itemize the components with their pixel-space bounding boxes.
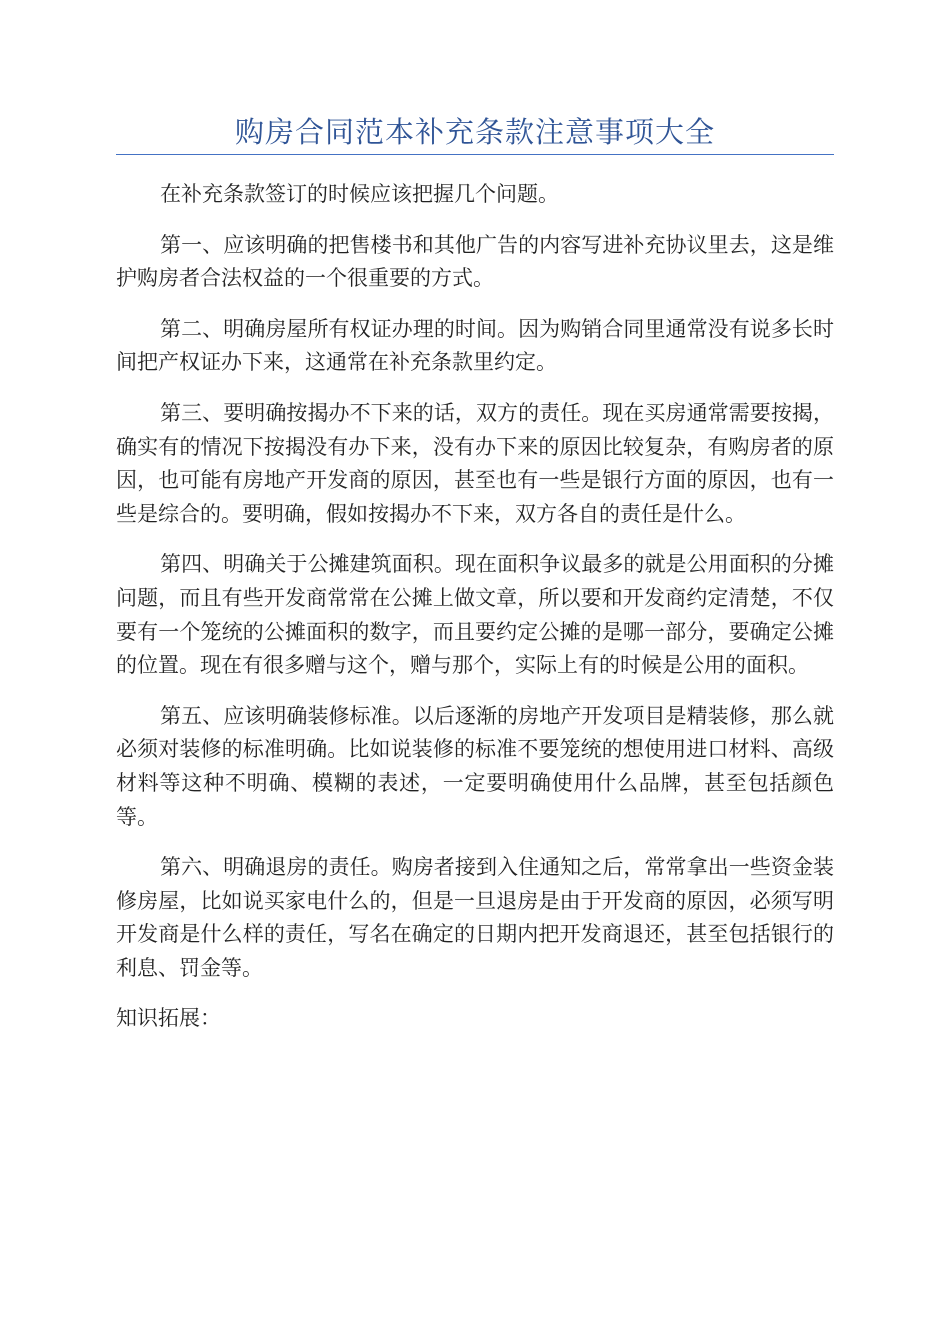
document-title: 购房合同范本补充条款注意事项大全: [234, 115, 715, 149]
paragraph-item-5: 第五、应该明确装修标准。以后逐渐的房地产开发项目是精装修，那么就必须对装修的标准明确。比如说装修的标准不要笼统的想使用进口材料、高级材料等这种不明确、模糊的表述，一定要明确使用什么品牌，甚至包括颜色等。: [116, 703, 834, 829]
paragraph-intro: 在补充条款签订的时候应该把握几个问题。: [160, 182, 559, 206]
paragraph-item-1: 第一、应该明确的把售楼书和其他广告的内容写进补充协议里去，这是维护购房者合法权益的一个很重要的方式。: [116, 232, 834, 291]
paragraph-item-6: 第六、明确退房的责任。购房者接到入住通知之后，常常拿出一些资金装修房屋，比如说买家电什么的，但是一旦退房是由于开发商的原因，必须写明开发商是什么样的责任，写名在确定的日期内把开发商退还，甚至包括银行的利息、罚金等。: [116, 855, 834, 980]
paragraph-item-3: 第三、要明确按揭办不下来的话，双方的责任。现在买房通常需要按揭，确实有的情况下按揭没有办下来，没有办下来的原因比较复杂，有购房者的原因，也可能有房地产开发商的原因，甚至也有一些是银行方面的原因，也有一些是综合的。要明确，假如按揭办不下来，双方各自的责任是什么。: [116, 400, 834, 526]
paragraph-item-2: 第二、明确房屋所有权证办理的时间。因为购销合同里通常没有说多长时间把产权证办下来，这通常在补充条款里约定。: [116, 316, 834, 375]
title-underline: [116, 154, 834, 155]
document-body: [116, 178, 834, 1053]
section-heading-knowledge-extension: 知识拓展：: [116, 1006, 221, 1031]
paragraph-item-4: 第四、明确关于公摊建筑面积。现在面积争议最多的就是公用面积的分摊问题，而且有些开发商常常在公摊上做文章，所以要和开发商约定清楚，不仅要有一个笼统的公摊面积的数字，而且要约定公摊的是哪一部分，要确定公摊的位置。现在有很多赠与这个，赠与那个，实际上有的时候是公用的面积。: [116, 552, 834, 678]
